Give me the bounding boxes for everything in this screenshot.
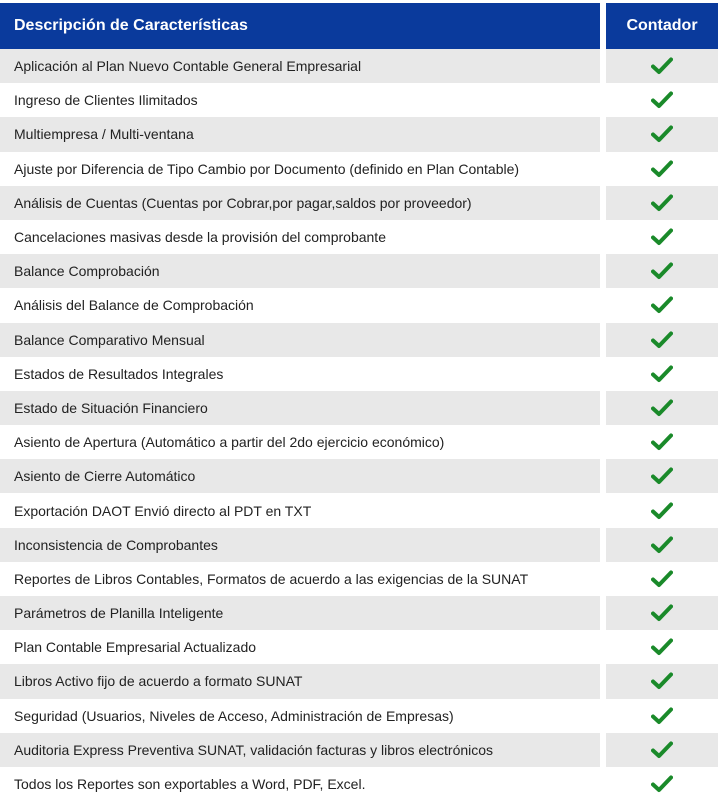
contador-cell <box>606 630 718 664</box>
feature-label: Multiempresa / Multi-ventana <box>0 117 600 151</box>
feature-label: Asiento de Cierre Automático <box>0 459 600 493</box>
checkmark-icon <box>651 262 673 280</box>
contador-column-header: Contador <box>606 3 718 49</box>
table-row <box>0 83 721 117</box>
feature-label: Cancelaciones masivas desde la provisión del comprobante <box>0 220 600 254</box>
contador-cell <box>606 288 718 322</box>
table-row <box>0 528 721 562</box>
feature-label: Balance Comprobación <box>0 254 600 288</box>
contador-cell <box>606 493 718 527</box>
contador-cell <box>606 391 718 425</box>
checkmark-icon <box>651 672 673 690</box>
feature-label: Parámetros de Planilla Inteligente <box>0 596 600 630</box>
checkmark-icon <box>651 775 673 793</box>
feature-label: Seguridad (Usuarios, Niveles de Acceso, Administración de Empresas) <box>0 699 600 733</box>
table-row <box>0 630 721 664</box>
table-row <box>0 288 721 322</box>
checkmark-icon <box>651 707 673 725</box>
contador-cell <box>606 49 718 83</box>
table-row <box>0 562 721 596</box>
contador-cell <box>606 767 718 801</box>
description-column-header: Descripción de Características <box>0 3 600 49</box>
checkmark-icon <box>651 365 673 383</box>
contador-cell <box>606 152 718 186</box>
checkmark-icon <box>651 638 673 656</box>
feature-label: Asiento de Apertura (Automático a partir del 2do ejercicio económico) <box>0 425 600 459</box>
table-row <box>0 391 721 425</box>
contador-cell <box>606 528 718 562</box>
checkmark-icon <box>651 536 673 554</box>
checkmark-icon <box>651 604 673 622</box>
checkmark-icon <box>651 570 673 588</box>
table-row <box>0 186 721 220</box>
feature-label: Estados de Resultados Integrales <box>0 357 600 391</box>
checkmark-icon <box>651 125 673 143</box>
table-row <box>0 152 721 186</box>
table-row <box>0 49 721 83</box>
feature-label: Ajuste por Diferencia de Tipo Cambio por Documento (definido en Plan Contable) <box>0 152 600 186</box>
feature-label: Análisis de Cuentas (Cuentas por Cobrar,por pagar,saldos por proveedor) <box>0 186 600 220</box>
contador-cell <box>606 357 718 391</box>
table-row <box>0 254 721 288</box>
table-row <box>0 425 721 459</box>
table-row <box>0 323 721 357</box>
contador-cell <box>606 83 718 117</box>
checkmark-icon <box>651 331 673 349</box>
contador-cell <box>606 186 718 220</box>
contador-cell <box>606 664 718 698</box>
feature-label: Plan Contable Empresarial Actualizado <box>0 630 600 664</box>
table-body <box>0 49 721 801</box>
feature-label: Inconsistencia de Comprobantes <box>0 528 600 562</box>
table-row <box>0 699 721 733</box>
checkmark-icon <box>651 160 673 178</box>
contador-cell <box>606 596 718 630</box>
feature-label: Exportación DAOT Envió directo al PDT en TXT <box>0 493 600 527</box>
feature-label: Reportes de Libros Contables, Formatos de acuerdo a las exigencias de la SUNAT <box>0 562 600 596</box>
table-row <box>0 459 721 493</box>
feature-label: Auditoria Express Preventiva SUNAT, validación facturas y libros electrónicos <box>0 733 600 767</box>
contador-cell <box>606 733 718 767</box>
table-header <box>0 3 721 49</box>
table-row <box>0 117 721 151</box>
checkmark-icon <box>651 399 673 417</box>
checkmark-icon <box>651 296 673 314</box>
table-row <box>0 493 721 527</box>
contador-cell <box>606 562 718 596</box>
features-table <box>0 3 721 801</box>
contador-cell <box>606 117 718 151</box>
checkmark-icon <box>651 433 673 451</box>
checkmark-icon <box>651 741 673 759</box>
table-row <box>0 596 721 630</box>
checkmark-icon <box>651 228 673 246</box>
checkmark-icon <box>651 194 673 212</box>
feature-label: Aplicación al Plan Nuevo Contable General Empresarial <box>0 49 600 83</box>
table-row <box>0 220 721 254</box>
contador-cell <box>606 699 718 733</box>
feature-label: Estado de Situación Financiero <box>0 391 600 425</box>
feature-label: Análisis del Balance de Comprobación <box>0 288 600 322</box>
checkmark-icon <box>651 467 673 485</box>
table-row <box>0 767 721 801</box>
table-row <box>0 357 721 391</box>
feature-label: Balance Comparativo Mensual <box>0 323 600 357</box>
contador-cell <box>606 323 718 357</box>
checkmark-icon <box>651 91 673 109</box>
contador-cell <box>606 220 718 254</box>
checkmark-icon <box>651 502 673 520</box>
contador-cell <box>606 459 718 493</box>
table-row <box>0 664 721 698</box>
feature-label: Todos los Reportes son exportables a Word, PDF, Excel. <box>0 767 600 801</box>
contador-cell <box>606 425 718 459</box>
feature-label: Libros Activo fijo de acuerdo a formato SUNAT <box>0 664 600 698</box>
checkmark-icon <box>651 57 673 75</box>
table-row <box>0 733 721 767</box>
feature-label: Ingreso de Clientes Ilimitados <box>0 83 600 117</box>
contador-cell <box>606 254 718 288</box>
